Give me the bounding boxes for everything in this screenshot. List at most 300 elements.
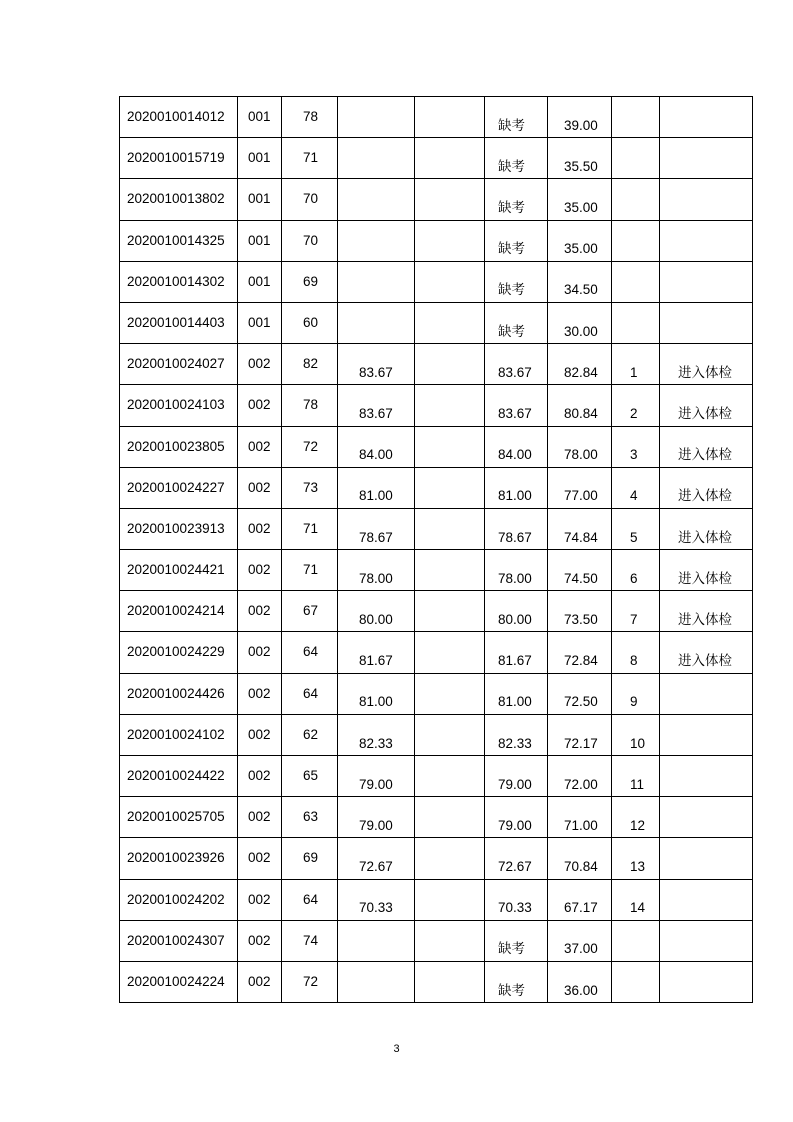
final-interview-cell (485, 508, 548, 549)
position-code-cell-text: 002 (248, 438, 271, 454)
written-score-cell (282, 508, 338, 549)
candidate-id-cell (120, 302, 238, 343)
final-interview-cell (485, 550, 548, 591)
interview-score-cell-text: 78.67 (359, 529, 393, 545)
position-code-cell-text: 002 (248, 479, 271, 495)
written-score-cell (282, 467, 338, 508)
table-row (120, 797, 753, 838)
table-row (120, 467, 753, 508)
total-score-cell-text: 72.50 (564, 694, 598, 710)
candidate-id-cell (120, 138, 238, 179)
position-code-cell (238, 220, 282, 261)
candidate-id-cell-text: 2020010024102 (127, 726, 225, 742)
total-score-cell (548, 467, 612, 508)
candidate-id-cell-text: 2020010014012 (127, 109, 225, 124)
rank-cell (612, 344, 660, 385)
remark-cell-text: 进入体检 (678, 653, 732, 669)
interview-score-cell (338, 179, 415, 220)
interview-score-cell-text: 84.00 (359, 447, 393, 463)
written-score-cell-text: 71 (303, 520, 319, 536)
written-score-cell-text: 62 (303, 726, 319, 742)
remark-cell (660, 879, 753, 920)
candidate-id-cell (120, 591, 238, 632)
table-row (120, 714, 753, 755)
written-score-cell (282, 97, 338, 138)
written-score-cell (282, 179, 338, 220)
candidate-id-cell (120, 426, 238, 467)
total-score-cell (548, 961, 612, 1002)
table-row (120, 879, 753, 920)
table-row (120, 920, 753, 961)
empty-cell (415, 138, 485, 179)
written-score-cell (282, 714, 338, 755)
final-interview-cell-text: 82.33 (498, 735, 532, 751)
final-interview-cell (485, 591, 548, 632)
final-interview-cell (485, 797, 548, 838)
total-score-cell (548, 385, 612, 426)
final-interview-cell-text: 72.67 (498, 859, 532, 875)
position-code-cell-text: 002 (248, 891, 271, 907)
written-score-cell-text: 64 (303, 685, 319, 701)
total-score-cell (548, 591, 612, 632)
rank-cell-text: 6 (630, 570, 638, 586)
position-code-cell-text: 002 (248, 850, 271, 866)
written-score-cell-text: 78 (303, 397, 319, 413)
candidate-id-cell (120, 714, 238, 755)
position-code-cell-text: 002 (248, 356, 271, 372)
total-score-cell (548, 426, 612, 467)
candidate-id-cell (120, 467, 238, 508)
written-score-cell (282, 302, 338, 343)
final-interview-cell-text: 70.33 (498, 900, 532, 916)
total-score-cell (548, 344, 612, 385)
final-interview-cell-text: 缺考 (498, 200, 525, 216)
table-row (120, 632, 753, 673)
total-score-cell (548, 261, 612, 302)
position-code-cell (238, 550, 282, 591)
rank-cell (612, 920, 660, 961)
candidate-id-cell (120, 797, 238, 838)
position-code-cell-text: 002 (248, 973, 271, 989)
rank-cell (612, 97, 660, 138)
written-score-cell (282, 838, 338, 879)
table-row (120, 302, 753, 343)
written-score-cell-text: 71 (303, 150, 319, 166)
total-score-cell (548, 879, 612, 920)
remark-cell (660, 467, 753, 508)
candidate-id-cell-text: 2020010014325 (127, 232, 225, 248)
interview-score-cell (338, 138, 415, 179)
final-interview-cell-text: 81.00 (498, 694, 532, 710)
rank-cell-text: 7 (630, 611, 638, 627)
position-code-cell-text: 002 (248, 768, 271, 783)
position-code-cell-text: 002 (248, 603, 271, 619)
table-row (120, 756, 753, 797)
interview-score-cell (338, 920, 415, 961)
interview-score-cell (338, 385, 415, 426)
total-score-cell-text: 73.50 (564, 611, 598, 627)
position-code-cell-text: 002 (248, 397, 271, 413)
written-score-cell (282, 797, 338, 838)
final-interview-cell-text: 79.00 (498, 776, 532, 792)
rank-cell-text: 12 (630, 817, 646, 833)
interview-score-cell (338, 797, 415, 838)
total-score-cell-text: 34.50 (564, 282, 598, 298)
written-score-cell-text: 78 (303, 109, 319, 124)
interview-score-cell (338, 344, 415, 385)
final-interview-cell (485, 179, 548, 220)
total-score-cell-text: 35.00 (564, 200, 598, 216)
final-interview-cell (485, 261, 548, 302)
rank-cell-text: 10 (630, 735, 646, 751)
empty-cell (415, 961, 485, 1002)
rank-cell (612, 385, 660, 426)
final-interview-cell-text: 83.67 (498, 364, 532, 380)
written-score-cell (282, 550, 338, 591)
position-code-cell-text: 001 (248, 273, 271, 289)
position-code-cell (238, 879, 282, 920)
candidate-id-cell-text: 2020010014302 (127, 273, 225, 289)
candidate-id-cell (120, 756, 238, 797)
interview-score-cell (338, 591, 415, 632)
interview-score-cell-text: 80.00 (359, 611, 393, 627)
final-interview-cell-text: 84.00 (498, 447, 532, 463)
interview-score-cell (338, 97, 415, 138)
position-code-cell (238, 261, 282, 302)
empty-cell (415, 756, 485, 797)
interview-score-cell-text: 82.33 (359, 735, 393, 751)
candidate-id-cell-text: 2020010024227 (127, 479, 225, 495)
remark-cell (660, 961, 753, 1002)
position-code-cell (238, 344, 282, 385)
total-score-cell (548, 179, 612, 220)
written-score-cell (282, 961, 338, 1002)
total-score-cell (548, 756, 612, 797)
total-score-cell-text: 71.00 (564, 817, 598, 833)
position-code-cell (238, 467, 282, 508)
table-row (120, 961, 753, 1002)
empty-cell (415, 426, 485, 467)
remark-cell (660, 550, 753, 591)
interview-score-cell (338, 550, 415, 591)
candidate-id-cell (120, 344, 238, 385)
rank-cell (612, 179, 660, 220)
final-interview-cell-text: 缺考 (498, 982, 525, 998)
remark-cell (660, 632, 753, 673)
final-interview-cell (485, 344, 548, 385)
final-interview-cell (485, 302, 548, 343)
position-code-cell (238, 426, 282, 467)
candidate-id-cell-text: 2020010015719 (127, 150, 225, 166)
written-score-cell-text: 67 (303, 603, 319, 619)
remark-cell (660, 220, 753, 261)
interview-score-cell (338, 508, 415, 549)
interview-score-cell (338, 714, 415, 755)
interview-score-cell-text: 83.67 (359, 364, 393, 380)
final-interview-cell-text: 缺考 (498, 323, 525, 339)
candidate-id-cell-text: 2020010024202 (127, 891, 225, 907)
final-interview-cell-text: 83.67 (498, 406, 532, 421)
total-score-cell-text: 80.84 (564, 406, 598, 421)
position-code-cell (238, 138, 282, 179)
final-interview-cell-text: 缺考 (498, 117, 525, 133)
written-score-cell-text: 70 (303, 191, 319, 207)
total-score-cell (548, 632, 612, 673)
remark-cell (660, 385, 753, 426)
remark-cell-text: 进入体检 (678, 570, 732, 586)
written-score-cell (282, 920, 338, 961)
total-score-cell (548, 920, 612, 961)
written-score-cell (282, 673, 338, 714)
interview-score-cell (338, 673, 415, 714)
rank-cell-text: 4 (630, 488, 638, 504)
candidate-id-cell (120, 632, 238, 673)
candidate-id-cell (120, 961, 238, 1002)
table-row (120, 179, 753, 220)
total-score-cell (548, 673, 612, 714)
candidate-id-cell-text: 2020010023926 (127, 850, 225, 866)
candidate-id-cell-text: 2020010024027 (127, 356, 225, 372)
position-code-cell (238, 797, 282, 838)
empty-cell (415, 550, 485, 591)
total-score-cell-text: 72.00 (564, 776, 598, 792)
table-row (120, 591, 753, 632)
empty-cell (415, 385, 485, 426)
final-interview-cell (485, 467, 548, 508)
total-score-cell-text: 36.00 (564, 982, 598, 998)
position-code-cell (238, 302, 282, 343)
empty-cell (415, 591, 485, 632)
empty-cell (415, 508, 485, 549)
candidate-id-cell-text: 2020010024224 (127, 973, 225, 989)
rank-cell (612, 138, 660, 179)
final-interview-cell-text: 缺考 (498, 241, 525, 257)
remark-cell (660, 756, 753, 797)
position-code-cell-text: 001 (248, 191, 271, 207)
position-code-cell-text: 002 (248, 685, 271, 701)
remark-cell (660, 302, 753, 343)
final-interview-cell (485, 961, 548, 1002)
position-code-cell-text: 002 (248, 726, 271, 742)
position-code-cell (238, 838, 282, 879)
position-code-cell-text: 001 (248, 109, 271, 124)
position-code-cell-text: 002 (248, 809, 271, 825)
interview-score-cell (338, 426, 415, 467)
rank-cell (612, 961, 660, 1002)
empty-cell (415, 673, 485, 714)
remark-cell-text: 进入体检 (678, 447, 732, 463)
total-score-cell (548, 550, 612, 591)
empty-cell (415, 261, 485, 302)
rank-cell (612, 467, 660, 508)
remark-cell (660, 261, 753, 302)
empty-cell (415, 920, 485, 961)
interview-score-cell (338, 838, 415, 879)
position-code-cell (238, 508, 282, 549)
rank-cell (612, 879, 660, 920)
candidate-id-cell (120, 838, 238, 879)
interview-score-cell-text: 72.67 (359, 859, 393, 875)
remark-cell-text: 进入体检 (678, 406, 732, 421)
empty-cell (415, 179, 485, 220)
final-interview-cell (485, 385, 548, 426)
total-score-cell-text: 35.00 (564, 241, 598, 257)
total-score-cell-text: 37.00 (564, 941, 598, 957)
interview-score-cell (338, 467, 415, 508)
candidate-id-cell-text: 2020010024426 (127, 685, 225, 701)
final-interview-cell (485, 220, 548, 261)
candidate-id-cell-text: 2020010024421 (127, 562, 225, 578)
interview-score-cell-text: 70.33 (359, 900, 393, 916)
candidate-id-cell (120, 508, 238, 549)
written-score-cell-text: 69 (303, 850, 319, 866)
rank-cell-text: 14 (630, 900, 646, 916)
interview-score-cell (338, 220, 415, 261)
candidate-id-cell-text: 2020010025705 (127, 809, 225, 825)
candidate-id-cell (120, 673, 238, 714)
candidate-id-cell (120, 920, 238, 961)
candidate-id-cell (120, 97, 238, 138)
written-score-cell-text: 64 (303, 644, 319, 660)
written-score-cell-text: 69 (303, 273, 319, 289)
candidate-id-cell (120, 550, 238, 591)
empty-cell (415, 714, 485, 755)
rank-cell-text: 1 (630, 364, 638, 380)
total-score-cell-text: 74.84 (564, 529, 598, 545)
remark-cell (660, 138, 753, 179)
position-code-cell (238, 632, 282, 673)
empty-cell (415, 344, 485, 385)
position-code-cell (238, 179, 282, 220)
total-score-cell (548, 97, 612, 138)
rank-cell (612, 714, 660, 755)
total-score-cell (548, 508, 612, 549)
interview-score-cell-text: 79.00 (359, 776, 393, 792)
rank-cell (612, 673, 660, 714)
written-score-cell-text: 72 (303, 973, 319, 989)
empty-cell (415, 467, 485, 508)
final-interview-cell-text: 81.67 (498, 653, 532, 669)
total-score-cell-text: 74.50 (564, 570, 598, 586)
position-code-cell (238, 97, 282, 138)
position-code-cell (238, 591, 282, 632)
remark-cell-text: 进入体检 (678, 529, 732, 545)
table-row (120, 673, 753, 714)
total-score-cell (548, 302, 612, 343)
rank-cell-text: 9 (630, 694, 638, 710)
final-interview-cell (485, 756, 548, 797)
remark-cell-text: 进入体检 (678, 364, 732, 380)
total-score-cell-text: 67.17 (564, 900, 598, 916)
candidate-id-cell-text: 2020010024307 (127, 932, 225, 948)
empty-cell (415, 838, 485, 879)
candidate-id-cell (120, 261, 238, 302)
written-score-cell (282, 261, 338, 302)
total-score-cell (548, 138, 612, 179)
table-row (120, 261, 753, 302)
remark-cell (660, 97, 753, 138)
written-score-cell-text: 64 (303, 891, 319, 907)
table-row (120, 838, 753, 879)
total-score-cell-text: 30.00 (564, 323, 598, 339)
rank-cell (612, 426, 660, 467)
final-interview-cell (485, 97, 548, 138)
final-interview-cell (485, 920, 548, 961)
final-interview-cell-text: 79.00 (498, 817, 532, 833)
position-code-cell (238, 920, 282, 961)
written-score-cell-text: 63 (303, 809, 319, 825)
interview-score-cell (338, 961, 415, 1002)
interview-score-cell-text: 83.67 (359, 406, 393, 421)
total-score-cell (548, 714, 612, 755)
remark-cell (660, 508, 753, 549)
written-score-cell-text: 82 (303, 356, 319, 372)
position-code-cell (238, 673, 282, 714)
position-code-cell (238, 961, 282, 1002)
written-score-cell (282, 632, 338, 673)
final-interview-cell (485, 714, 548, 755)
written-score-cell-text: 70 (303, 232, 319, 248)
final-interview-cell (485, 632, 548, 673)
remark-cell-text: 进入体检 (678, 488, 732, 504)
table-row (120, 385, 753, 426)
table-row (120, 550, 753, 591)
candidate-id-cell (120, 385, 238, 426)
written-score-cell-text: 65 (303, 768, 319, 783)
rank-cell (612, 756, 660, 797)
total-score-cell (548, 220, 612, 261)
rank-cell-text: 11 (630, 776, 645, 792)
candidate-id-cell-text: 2020010014403 (127, 314, 225, 330)
written-score-cell (282, 344, 338, 385)
rank-cell (612, 797, 660, 838)
total-score-cell-text: 70.84 (564, 859, 598, 875)
interview-score-cell-text: 81.67 (359, 653, 393, 669)
score-table (119, 96, 753, 1003)
interview-score-cell-text: 79.00 (359, 817, 393, 833)
remark-cell (660, 344, 753, 385)
interview-score-cell (338, 632, 415, 673)
total-score-cell-text: 72.84 (564, 653, 598, 669)
written-score-cell (282, 426, 338, 467)
candidate-id-cell (120, 179, 238, 220)
candidate-id-cell-text: 2020010023805 (127, 438, 225, 454)
final-interview-cell-text: 81.00 (498, 488, 532, 504)
rank-cell (612, 632, 660, 673)
interview-score-cell (338, 302, 415, 343)
total-score-cell-text: 72.17 (564, 735, 598, 751)
written-score-cell-text: 72 (303, 438, 319, 454)
position-code-cell (238, 714, 282, 755)
table-body (120, 97, 753, 1003)
remark-cell (660, 179, 753, 220)
candidate-id-cell-text: 2020010024422 (127, 768, 225, 783)
candidate-id-cell-text: 2020010024214 (127, 603, 225, 619)
table-row (120, 344, 753, 385)
empty-cell (415, 632, 485, 673)
interview-score-cell (338, 879, 415, 920)
position-code-cell-text: 002 (248, 644, 271, 660)
table-row (120, 97, 753, 138)
table-row (120, 508, 753, 549)
written-score-cell-text: 71 (303, 562, 319, 578)
total-score-cell-text: 77.00 (564, 488, 598, 504)
interview-score-cell-text: 81.00 (359, 694, 393, 710)
page-number: 3 (393, 1043, 400, 1055)
candidate-id-cell-text: 2020010013802 (127, 191, 225, 207)
final-interview-cell (485, 879, 548, 920)
rank-cell-text: 13 (630, 859, 646, 875)
